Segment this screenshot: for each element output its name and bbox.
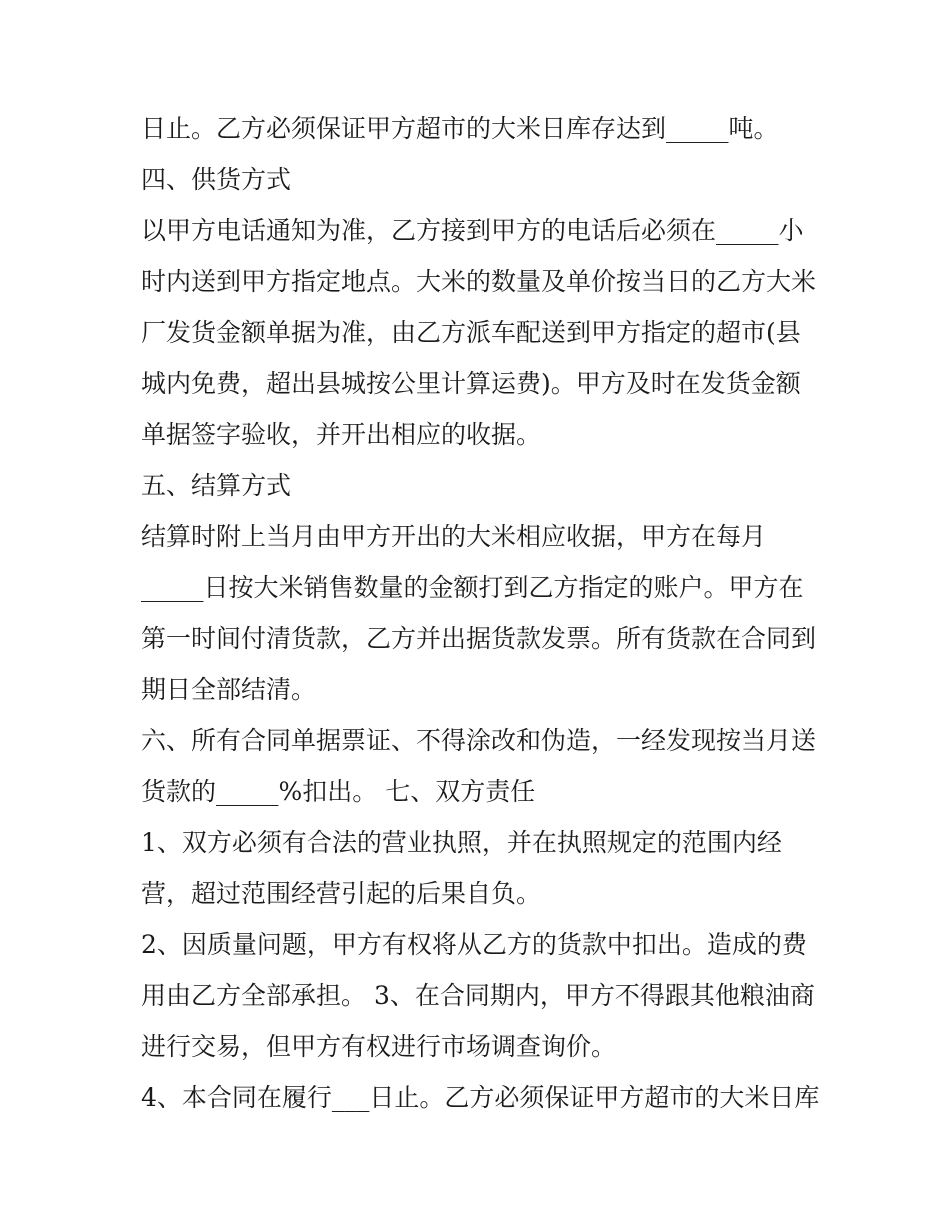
text-line: 厂发货金额单据为准，由乙方派车配送到甲方指定的超市(县 [141,318,801,347]
text-line: 城内免费，超出县城按公里计算运费)。甲方及时在发货金额 [141,369,801,398]
text-line: 结算时附上当月由甲方开出的大米相应收据，甲方在每月 [141,522,767,551]
text-line: 4、本合同在履行___日止。乙方必须保证甲方超市的大米日库 [141,1083,820,1112]
document-body [141,103,821,1123]
text-line: 用由乙方全部承担。 3、在合同期内，甲方不得跟其他粮油商 [141,981,815,1010]
text-line: 进行交易，但甲方有权进行市场调查询价。 [141,1032,617,1061]
text-line: 2、因质量问题，甲方有权将从乙方的货款中扣出。造成的费 [141,930,807,959]
text-line: _____日按大米销售数量的金额打到乙方指定的账户。甲方在 [141,573,804,602]
section-heading-supply-method: 四、供货方式 [141,165,292,194]
text-line: 第一时间付清货款，乙方并出据货款发票。所有货款在合同到 [141,624,817,653]
text-line: 期日全部结清。 [141,675,317,704]
text-line: 以甲方电话通知为准，乙方接到甲方的电话后必须在_____小 [141,216,804,245]
text-line: 日止。乙方必须保证甲方超市的大米日库存达到_____吨。 [141,114,779,143]
text-line: 货款的_____%扣出。 七、双方责任 [141,777,536,806]
text-line: 1、双方必须有合法的营业执照，并在执照规定的范围内经 [141,828,782,857]
text-line: 营，超过范围经营引起的后果自负。 [141,879,542,908]
text-line: 时内送到甲方指定地点。大米的数量及单价按当日的乙方大米 [141,267,817,296]
text-line: 六、所有合同单据票证、不得涂改和伪造，一经发现按当月送 [141,726,817,755]
section-heading-settlement-method: 五、结算方式 [141,471,292,500]
text-line: 单据签字验收，并开出相应的收据。 [141,420,542,449]
